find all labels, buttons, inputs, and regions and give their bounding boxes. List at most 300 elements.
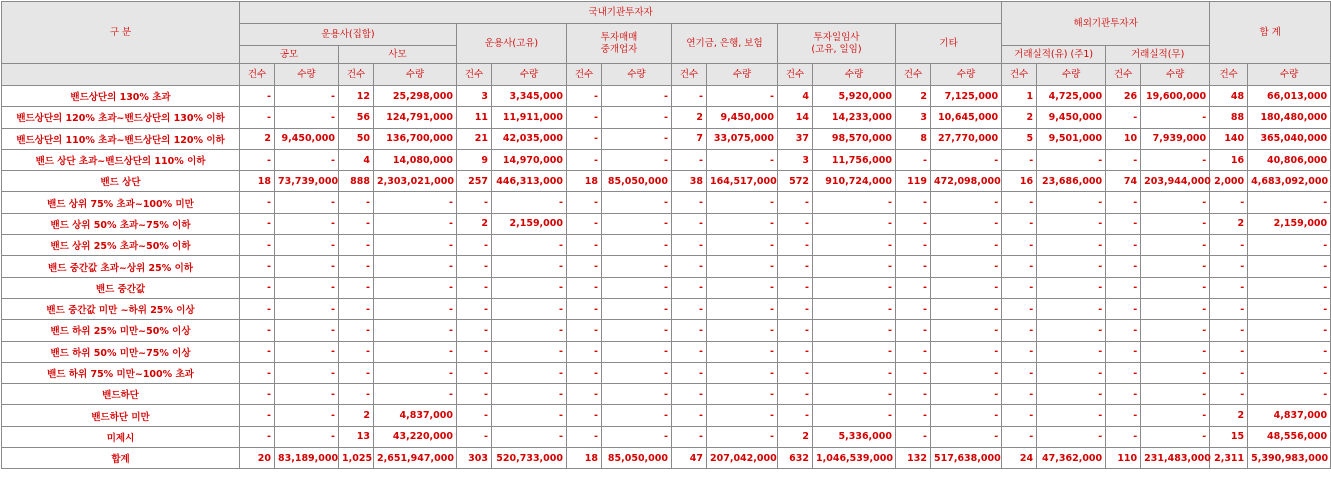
cell-quantity: 5,336,000 — [813, 426, 896, 447]
cell-quantity: 231,483,000 — [1141, 448, 1210, 469]
cell-quantity: 10,645,000 — [931, 107, 1002, 128]
cell-quantity: 124,791,000 — [374, 107, 457, 128]
cell-count: 572 — [778, 171, 813, 192]
row-label: 밴드상단의 130% 초과 — [2, 86, 240, 107]
cell-count: 37 — [778, 128, 813, 149]
cell-count: 2,000 — [1210, 171, 1248, 192]
cell-quantity: 48,556,000 — [1248, 426, 1331, 447]
cell-quantity: 98,570,000 — [813, 128, 896, 149]
cell-quantity: - — [1037, 362, 1106, 383]
cell-quantity: - — [813, 341, 896, 362]
cell-count: 26 — [1106, 86, 1141, 107]
cell-count: - — [339, 341, 374, 362]
header-asset-mgmt-proprietary: 운용사(고유) — [457, 24, 567, 64]
cell-quantity: 9,450,000 — [707, 107, 778, 128]
cell-count: 8 — [896, 128, 931, 149]
cell-quantity: - — [1248, 341, 1331, 362]
header-category: 구 분 — [2, 2, 240, 64]
cell-quantity: - — [813, 235, 896, 256]
cell-count: - — [778, 320, 813, 341]
cell-quantity: - — [1141, 256, 1210, 277]
cell-quantity: - — [707, 277, 778, 298]
cell-count: 4 — [778, 86, 813, 107]
cell-quantity: 7,939,000 — [1141, 128, 1210, 149]
cell-count: - — [567, 107, 602, 128]
cell-count: 132 — [896, 448, 931, 469]
cell-count: - — [672, 86, 707, 107]
cell-quantity: - — [492, 277, 567, 298]
row-label: 밴드 중간값 — [2, 277, 240, 298]
cell-count: - — [1002, 341, 1037, 362]
cell-count: - — [240, 384, 275, 405]
cell-count: - — [896, 426, 931, 447]
cell-count: - — [339, 320, 374, 341]
cell-quantity: - — [1141, 426, 1210, 447]
header-total: 합 계 — [1210, 2, 1331, 64]
table-row — [2, 362, 1331, 383]
cell-quantity: - — [374, 320, 457, 341]
cell-quantity: - — [931, 192, 1002, 213]
cell-count: 24 — [1002, 448, 1037, 469]
cell-quantity: - — [931, 256, 1002, 277]
cell-count: 3 — [896, 107, 931, 128]
cell-quantity: - — [374, 235, 457, 256]
cell-quantity: - — [1248, 362, 1331, 383]
cell-quantity: - — [275, 384, 339, 405]
cell-count: - — [672, 384, 707, 405]
table-row — [2, 277, 1331, 298]
cell-quantity: 23,686,000 — [1037, 171, 1106, 192]
header-count: 건수 — [672, 64, 707, 86]
cell-count: 257 — [457, 171, 492, 192]
cell-quantity: 2,651,947,000 — [374, 448, 457, 469]
header-quantity: 수량 — [492, 64, 567, 86]
cell-count: - — [778, 405, 813, 426]
cell-quantity: - — [931, 384, 1002, 405]
cell-quantity: 472,098,000 — [931, 171, 1002, 192]
cell-quantity: - — [492, 320, 567, 341]
cell-count: - — [896, 235, 931, 256]
cell-quantity: - — [275, 362, 339, 383]
cell-quantity: 40,806,000 — [1248, 149, 1331, 170]
cell-count: - — [1210, 341, 1248, 362]
cell-quantity: - — [931, 341, 1002, 362]
header-domestic-investors: 국내기관투자자 — [240, 2, 1002, 24]
cell-quantity: - — [1037, 192, 1106, 213]
cell-quantity: - — [1141, 192, 1210, 213]
cell-quantity: 14,080,000 — [374, 149, 457, 170]
cell-quantity: 207,042,000 — [707, 448, 778, 469]
cell-quantity: 83,189,000 — [275, 448, 339, 469]
cell-count: - — [1210, 320, 1248, 341]
cell-quantity: - — [492, 192, 567, 213]
cell-quantity: 25,298,000 — [374, 86, 457, 107]
cell-quantity: 9,450,000 — [275, 128, 339, 149]
header-pension-bank-insurance: 연기금, 은행, 보험 — [672, 24, 778, 64]
cell-count: - — [1106, 426, 1141, 447]
cell-count: - — [1210, 384, 1248, 405]
cell-quantity: - — [813, 298, 896, 319]
cell-quantity: - — [1248, 235, 1331, 256]
cell-quantity: - — [931, 362, 1002, 383]
cell-count: - — [1106, 341, 1141, 362]
cell-quantity: - — [1037, 149, 1106, 170]
row-label: 밴드 상위 25% 초과~50% 이하 — [2, 235, 240, 256]
cell-count: - — [1002, 405, 1037, 426]
header-dealer-broker-line2: 중개업자 — [600, 43, 638, 55]
header-blank — [2, 64, 240, 86]
cell-count: 18 — [240, 171, 275, 192]
cell-quantity: - — [1141, 320, 1210, 341]
cell-count: - — [672, 277, 707, 298]
cell-quantity: - — [1141, 362, 1210, 383]
cell-quantity: - — [1248, 277, 1331, 298]
cell-count: 3 — [778, 149, 813, 170]
header-quantity: 수량 — [813, 64, 896, 86]
cell-quantity: - — [602, 235, 672, 256]
table-row — [2, 107, 1331, 128]
cell-quantity: 9,501,000 — [1037, 128, 1106, 149]
cell-count: - — [567, 362, 602, 383]
cell-count: - — [1002, 277, 1037, 298]
cell-count: - — [240, 213, 275, 234]
row-label: 합계 — [2, 448, 240, 469]
header-trade-record-yes: 거래실적(유) (주1) — [1002, 46, 1106, 64]
table-body — [2, 86, 1331, 469]
cell-quantity: - — [1037, 405, 1106, 426]
cell-quantity: - — [492, 341, 567, 362]
cell-count: - — [896, 320, 931, 341]
cell-count: 11 — [457, 107, 492, 128]
cell-count: - — [339, 192, 374, 213]
cell-quantity: 164,517,000 — [707, 171, 778, 192]
cell-count: 2 — [339, 405, 374, 426]
cell-quantity: 66,013,000 — [1248, 86, 1331, 107]
row-label: 밴드상단의 110% 초과~밴드상단의 120% 이하 — [2, 128, 240, 149]
cell-count: - — [240, 362, 275, 383]
cell-count: 18 — [567, 448, 602, 469]
cell-quantity: - — [374, 384, 457, 405]
header-count-quantity-row — [2, 64, 1331, 86]
cell-count: - — [339, 298, 374, 319]
cell-quantity: - — [275, 298, 339, 319]
cell-count: - — [1002, 320, 1037, 341]
cell-quantity: 7,125,000 — [931, 86, 1002, 107]
cell-quantity: - — [1037, 384, 1106, 405]
cell-count: - — [1002, 384, 1037, 405]
cell-count: - — [1210, 362, 1248, 383]
cell-quantity: - — [707, 298, 778, 319]
header-foreign-investors: 해외기관투자자 — [1002, 2, 1210, 46]
cell-quantity: 180,480,000 — [1248, 107, 1331, 128]
cell-quantity: 2,159,000 — [492, 213, 567, 234]
cell-count: - — [1002, 256, 1037, 277]
cell-count: 16 — [1002, 171, 1037, 192]
cell-quantity: - — [813, 405, 896, 426]
cell-count: - — [896, 192, 931, 213]
cell-quantity: - — [492, 405, 567, 426]
cell-quantity: - — [813, 384, 896, 405]
cell-count: - — [1106, 362, 1141, 383]
cell-quantity: - — [931, 213, 1002, 234]
table-row — [2, 298, 1331, 319]
table-row — [2, 405, 1331, 426]
row-label: 밴드 중간값 초과~상위 25% 이하 — [2, 256, 240, 277]
cell-quantity: 43,220,000 — [374, 426, 457, 447]
cell-count: - — [457, 384, 492, 405]
header-investment-advisory — [778, 24, 896, 64]
cell-count: - — [339, 277, 374, 298]
table-row — [2, 448, 1331, 469]
cell-quantity: 3,345,000 — [492, 86, 567, 107]
cell-count: 1,025 — [339, 448, 374, 469]
cell-quantity: - — [931, 277, 1002, 298]
cell-quantity: - — [931, 298, 1002, 319]
cell-quantity: - — [1037, 298, 1106, 319]
cell-count: - — [1002, 213, 1037, 234]
cell-count: - — [457, 426, 492, 447]
cell-count: - — [778, 277, 813, 298]
cell-count: 1 — [1002, 86, 1037, 107]
cell-count: - — [567, 384, 602, 405]
cell-count: 88 — [1210, 107, 1248, 128]
cell-quantity: - — [602, 341, 672, 362]
cell-quantity: - — [813, 213, 896, 234]
cell-quantity: - — [275, 86, 339, 107]
header-quantity: 수량 — [275, 64, 339, 86]
cell-count: - — [567, 192, 602, 213]
cell-quantity: 14,970,000 — [492, 149, 567, 170]
cell-count: - — [240, 192, 275, 213]
cell-quantity: 73,739,000 — [275, 171, 339, 192]
cell-count: - — [1106, 107, 1141, 128]
cell-count: - — [896, 149, 931, 170]
header-dealer-broker — [567, 24, 672, 64]
cell-count: - — [240, 107, 275, 128]
cell-quantity: - — [1037, 341, 1106, 362]
cell-count: - — [896, 341, 931, 362]
cell-count: 21 — [457, 128, 492, 149]
cell-quantity: - — [707, 320, 778, 341]
cell-count: - — [1002, 192, 1037, 213]
cell-quantity: - — [374, 362, 457, 383]
cell-count: - — [778, 362, 813, 383]
cell-count: - — [457, 405, 492, 426]
cell-count: 48 — [1210, 86, 1248, 107]
cell-quantity: 2,159,000 — [1248, 213, 1331, 234]
cell-quantity: - — [374, 213, 457, 234]
cell-count: - — [240, 298, 275, 319]
cell-count: - — [339, 384, 374, 405]
cell-quantity: - — [813, 362, 896, 383]
cell-count: - — [778, 384, 813, 405]
header-count: 건수 — [1210, 64, 1248, 86]
cell-count: - — [672, 341, 707, 362]
cell-count: - — [567, 298, 602, 319]
cell-quantity: - — [1141, 235, 1210, 256]
cell-quantity: - — [1037, 256, 1106, 277]
header-advisory-line1: 투자일임사 — [813, 31, 860, 43]
cell-count: - — [1002, 149, 1037, 170]
cell-quantity: - — [374, 298, 457, 319]
cell-quantity: - — [602, 405, 672, 426]
cell-count: 14 — [778, 107, 813, 128]
cell-count: - — [339, 256, 374, 277]
header-public-offer: 공모 — [240, 46, 339, 64]
cell-count: 3 — [457, 86, 492, 107]
cell-count: 7 — [672, 128, 707, 149]
header-count: 건수 — [240, 64, 275, 86]
cell-count: - — [672, 256, 707, 277]
cell-count: - — [457, 298, 492, 319]
header-count: 건수 — [457, 64, 492, 86]
cell-quantity: - — [1248, 256, 1331, 277]
cell-count: - — [1210, 235, 1248, 256]
cell-count: - — [457, 256, 492, 277]
cell-count: - — [896, 405, 931, 426]
cell-count: 2 — [778, 426, 813, 447]
cell-count: 110 — [1106, 448, 1141, 469]
cell-count: - — [672, 213, 707, 234]
table-row — [2, 128, 1331, 149]
table-row — [2, 86, 1331, 107]
cell-count: 4 — [339, 149, 374, 170]
cell-count: - — [672, 320, 707, 341]
cell-quantity: - — [1141, 107, 1210, 128]
cell-quantity: - — [1037, 277, 1106, 298]
cell-quantity: - — [275, 277, 339, 298]
cell-quantity: - — [813, 320, 896, 341]
cell-quantity: - — [1141, 277, 1210, 298]
cell-quantity: 27,770,000 — [931, 128, 1002, 149]
cell-count: 2 — [457, 213, 492, 234]
row-label: 밴드 중간값 미만 ~하위 25% 이상 — [2, 298, 240, 319]
cell-quantity: 33,075,000 — [707, 128, 778, 149]
header-advisory-line2: (고유, 일임) — [811, 43, 862, 55]
cell-count: - — [240, 149, 275, 170]
cell-count: - — [778, 341, 813, 362]
cell-quantity: 910,724,000 — [813, 171, 896, 192]
cell-quantity: - — [1248, 192, 1331, 213]
table-row — [2, 341, 1331, 362]
cell-count: - — [1002, 362, 1037, 383]
cell-count: - — [457, 235, 492, 256]
cell-quantity: - — [602, 298, 672, 319]
cell-quantity: 446,313,000 — [492, 171, 567, 192]
row-label: 밴드하단 — [2, 384, 240, 405]
cell-quantity: - — [374, 192, 457, 213]
cell-quantity: 4,837,000 — [374, 405, 457, 426]
cell-quantity: - — [275, 426, 339, 447]
demand-forecast-table — [1, 1, 1331, 469]
cell-count: - — [1210, 298, 1248, 319]
cell-quantity: - — [813, 192, 896, 213]
cell-quantity: 520,733,000 — [492, 448, 567, 469]
cell-quantity: - — [931, 149, 1002, 170]
cell-count: - — [240, 341, 275, 362]
cell-count: 38 — [672, 171, 707, 192]
cell-quantity: - — [602, 277, 672, 298]
cell-quantity: - — [707, 192, 778, 213]
cell-count: 9 — [457, 149, 492, 170]
cell-quantity: - — [707, 405, 778, 426]
row-label: 밴드 하위 75% 미만~100% 초과 — [2, 362, 240, 383]
cell-count: - — [240, 235, 275, 256]
cell-quantity: - — [1248, 384, 1331, 405]
header-count: 건수 — [567, 64, 602, 86]
cell-count: - — [457, 277, 492, 298]
cell-quantity: - — [374, 277, 457, 298]
header-other: 기타 — [896, 24, 1002, 64]
row-label: 밴드하단 미만 — [2, 405, 240, 426]
cell-quantity: - — [1037, 235, 1106, 256]
cell-quantity: 42,035,000 — [492, 128, 567, 149]
cell-quantity: - — [1248, 298, 1331, 319]
cell-quantity: - — [931, 405, 1002, 426]
cell-quantity: - — [1141, 384, 1210, 405]
cell-quantity: - — [707, 213, 778, 234]
cell-count: - — [896, 277, 931, 298]
cell-quantity: - — [602, 256, 672, 277]
cell-count: - — [896, 298, 931, 319]
cell-count: - — [240, 256, 275, 277]
header-quantity: 수량 — [602, 64, 672, 86]
row-label: 밴드 상단 — [2, 171, 240, 192]
cell-count: - — [1002, 235, 1037, 256]
cell-count: 632 — [778, 448, 813, 469]
header-count: 건수 — [778, 64, 813, 86]
cell-count: 888 — [339, 171, 374, 192]
table-row — [2, 384, 1331, 405]
cell-count: - — [567, 128, 602, 149]
cell-count: - — [240, 277, 275, 298]
cell-count: - — [778, 235, 813, 256]
cell-count: 2 — [672, 107, 707, 128]
cell-count: - — [457, 192, 492, 213]
row-label: 밴드상단의 120% 초과~밴드상단의 130% 이하 — [2, 107, 240, 128]
cell-count: - — [1106, 235, 1141, 256]
header-trade-record-no: 거래실적(무) — [1106, 46, 1210, 64]
cell-quantity: - — [707, 362, 778, 383]
row-label: 밴드 하위 25% 미만~50% 이상 — [2, 320, 240, 341]
cell-count: - — [567, 341, 602, 362]
cell-count: - — [672, 362, 707, 383]
cell-quantity: - — [492, 426, 567, 447]
cell-count: - — [1002, 298, 1037, 319]
header-count: 건수 — [339, 64, 374, 86]
cell-quantity: 19,600,000 — [1141, 86, 1210, 107]
cell-count: - — [457, 362, 492, 383]
cell-quantity: - — [707, 149, 778, 170]
cell-quantity: 9,450,000 — [1037, 107, 1106, 128]
cell-count: - — [1106, 213, 1141, 234]
cell-count: - — [672, 149, 707, 170]
demand-forecast-table-container — [1, 1, 1331, 469]
cell-quantity: - — [602, 320, 672, 341]
cell-count: - — [672, 405, 707, 426]
row-label: 밴드 상단 초과~밴드상단의 110% 이하 — [2, 149, 240, 170]
cell-quantity: - — [275, 192, 339, 213]
cell-count: - — [896, 384, 931, 405]
cell-count: - — [567, 86, 602, 107]
cell-quantity: - — [275, 235, 339, 256]
cell-quantity: 136,700,000 — [374, 128, 457, 149]
cell-count: - — [240, 405, 275, 426]
header-quantity: 수량 — [707, 64, 778, 86]
cell-count: 13 — [339, 426, 374, 447]
table-row — [2, 235, 1331, 256]
cell-count: - — [1106, 149, 1141, 170]
